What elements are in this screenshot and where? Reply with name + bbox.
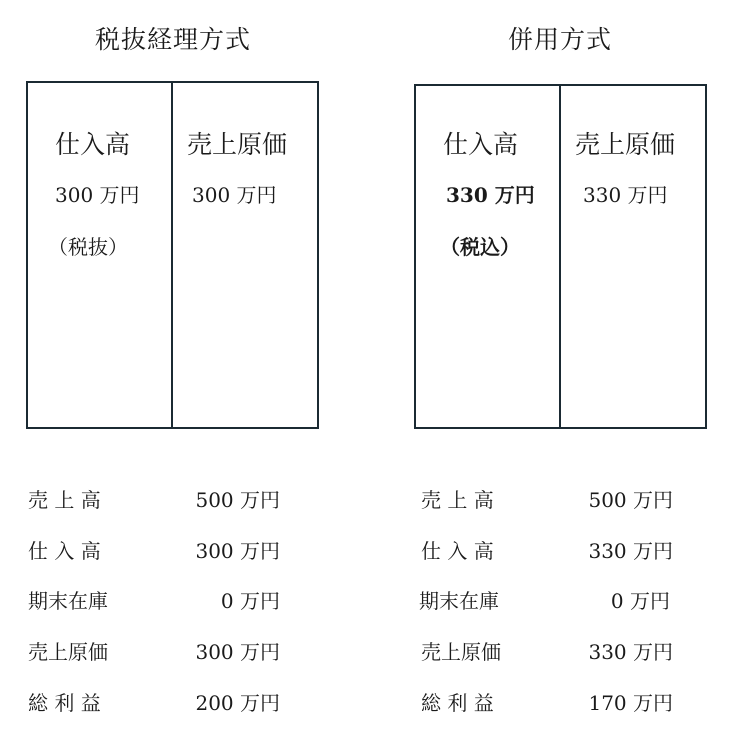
left-purchase-note: （税抜）	[48, 235, 128, 259]
right-ledger-divider	[559, 86, 561, 427]
left-cogs-head: 売上原価	[187, 130, 288, 159]
right-row-label-ending-inventory: 期末在庫	[419, 589, 499, 613]
left-purchase-head: 仕入高	[55, 130, 131, 159]
left-cogs-value: 300 万円	[192, 183, 277, 207]
left-row-value-sales: 500 万円	[195, 488, 280, 512]
right-purchase-head: 仕入高	[443, 130, 519, 159]
left-row-value-ending-inventory: 0 万円	[220, 589, 280, 613]
right-row-label-purchases: 仕 入 高	[421, 539, 494, 563]
right-row-label-gross-profit: 総 利 益	[421, 691, 494, 715]
right-row-value-sales: 500 万円	[588, 488, 673, 512]
right-cogs-value: 330 万円	[583, 183, 668, 207]
right-row-value-gross-profit: 170 万円	[588, 691, 673, 715]
right-row-label-cogs: 売上原価	[421, 640, 501, 664]
right-cogs-head: 売上原価	[575, 130, 676, 159]
left-purchase-value: 300 万円	[55, 183, 140, 207]
left-ledger-box	[26, 81, 319, 429]
left-row-label-cogs: 売上原価	[28, 640, 108, 664]
left-row-value-purchases: 300 万円	[195, 539, 280, 563]
right-row-label-sales: 売 上 高	[421, 488, 494, 512]
left-row-label-sales: 売 上 高	[28, 488, 101, 512]
right-purchase-note: （税込）	[440, 235, 520, 259]
left-row-label-ending-inventory: 期末在庫	[28, 589, 108, 613]
left-row-value-cogs: 300 万円	[195, 640, 280, 664]
right-row-value-purchases: 330 万円	[588, 539, 673, 563]
left-row-label-gross-profit: 総 利 益	[28, 691, 101, 715]
right-row-value-ending-inventory: 0 万円	[610, 589, 670, 613]
left-title: 税抜経理方式	[95, 25, 252, 54]
left-row-label-purchases: 仕 入 高	[28, 539, 101, 563]
left-ledger-divider	[171, 83, 173, 427]
right-ledger-box	[414, 84, 707, 429]
right-purchase-value: 330 万円	[446, 183, 535, 207]
right-row-value-cogs: 330 万円	[588, 640, 673, 664]
left-row-value-gross-profit: 200 万円	[195, 691, 280, 715]
right-title: 併用方式	[508, 25, 613, 54]
